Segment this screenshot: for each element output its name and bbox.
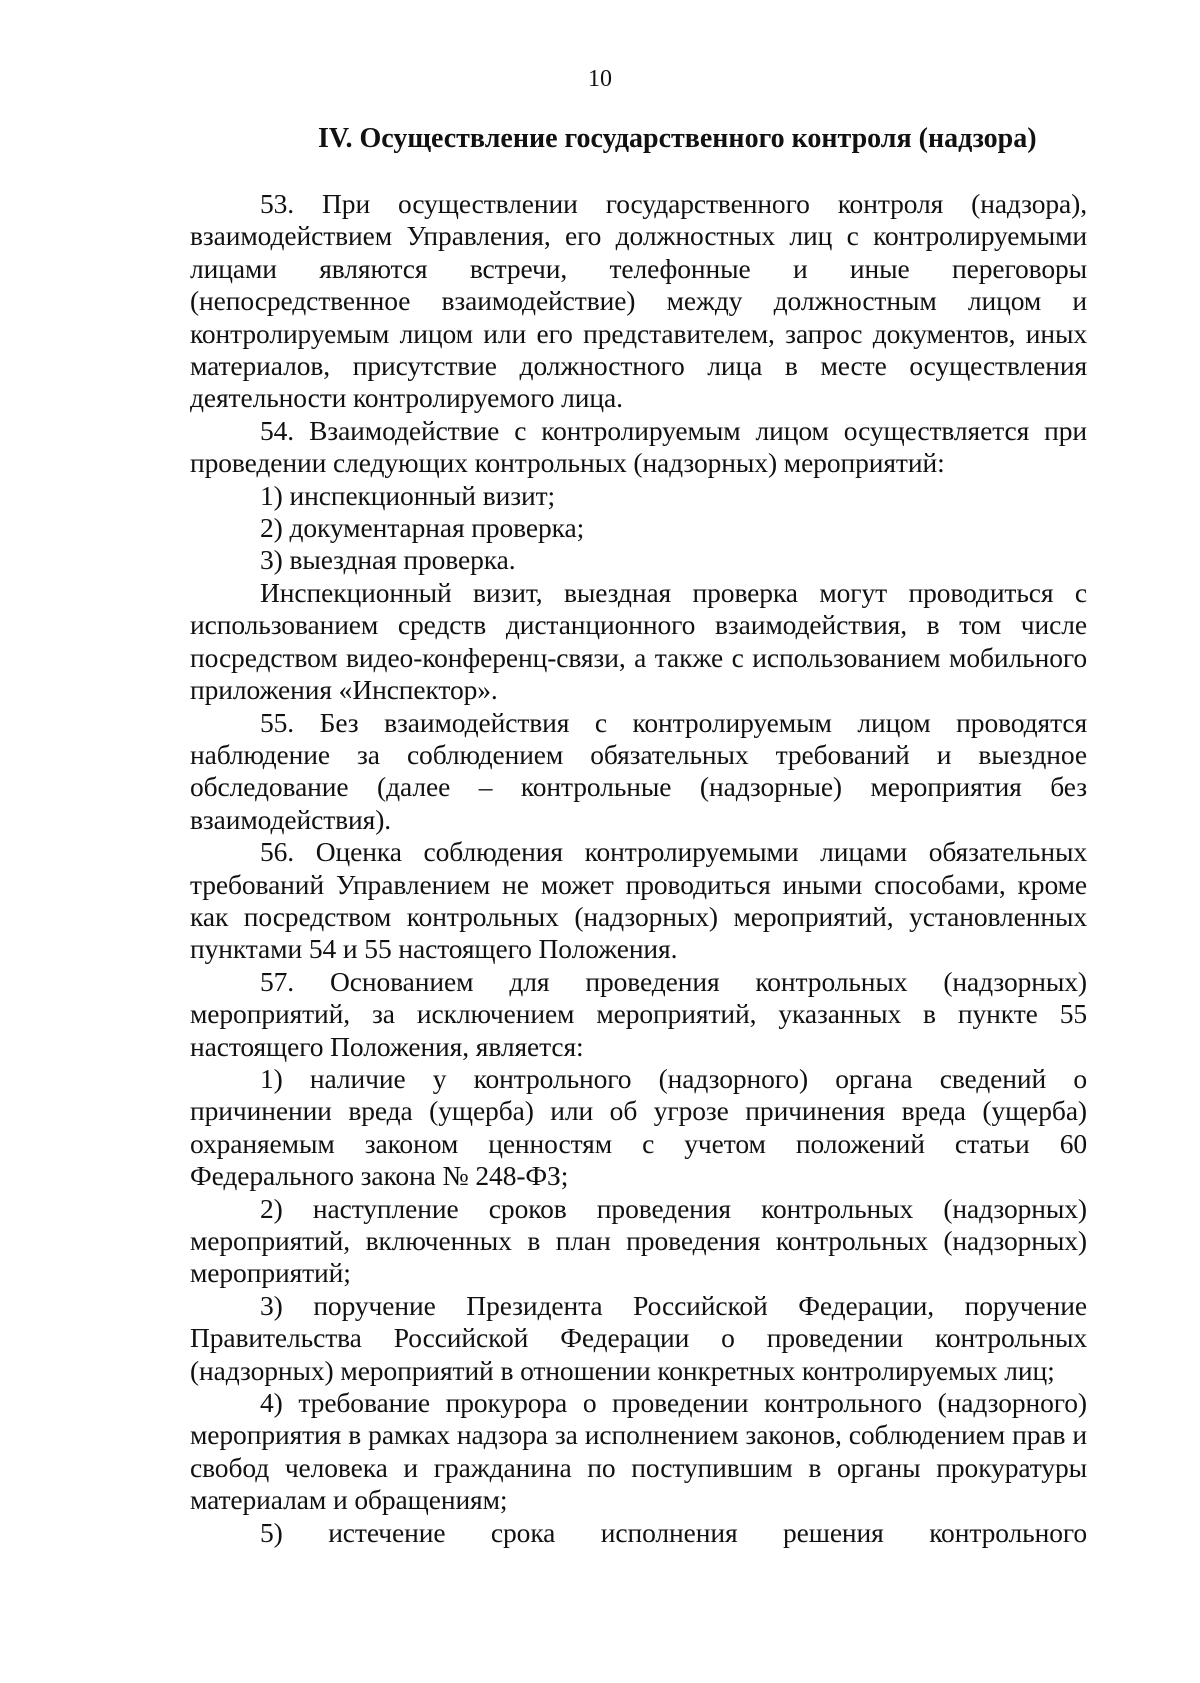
- section-title: IV. Осуществление государственного контроля (надзора): [318, 123, 1037, 154]
- list-item-57-3: 3) поручение Президента Российской Федерации, поручение Правительства Российской Федерации о проведении контрольных (надзорных) мероприятий в отношении конкретных контролируемых лиц;: [190, 1289, 1087, 1386]
- list-item-57-4: 4) требование прокурора о проведении контрольного (надзорного) мероприятия в рамках надзора за исполнением законов, соблюдением прав и свобод человека и гражданина по поступившим в органы прокуратуры материалам и обращениям;: [190, 1387, 1087, 1516]
- paragraph-54: 54. Взаимодействие с контролируемым лицом осуществляется при проведении следующих контрольных (надзорных) мероприятий:: [190, 414, 1087, 479]
- list-item-54-1: 1) инспекционный визит;: [260, 479, 556, 511]
- list-item-57-1: 1) наличие у контрольного (надзорного) органа сведений о причинении вреда (ущерба) или об угрозе причинения вреда (ущерба) охраняемым законом ценностям с учетом положений статьи 60 Федерального закона № 248-ФЗ;: [190, 1062, 1087, 1192]
- document-body: [190, 188, 1087, 1549]
- paragraph-56: 56. Оценка соблюдения контролируемыми лицами обязательных требований Управлением не может проводиться иными способами, кроме как посредством контрольных (надзорных) мероприятий, установленных пунктами 54 и 55 настоящего Положения.: [190, 836, 1087, 965]
- paragraph-53: 53. При осуществлении государственного контроля (надзора), взаимодействием Управления, его должностных лиц с контролируемыми лицами являются встречи, телефонные и иные переговоры (непосредственное взаимодействие) между должностным лицом и контролируемым лицом или его представителем, запрос документов, иных материалов, присутствие должностного лица в месте осуществления деятельности контролируемого лица.: [190, 188, 1087, 414]
- list-item-54-3: 3) выездная проверка.: [260, 544, 516, 576]
- list-item-54-2: 2) документарная проверка;: [260, 512, 585, 544]
- list-item-57-2: 2) наступление сроков проведения контрольных (надзорных) мероприятий, включенных в план проведения контрольных (надзорных) мероприятий;: [190, 1192, 1087, 1289]
- paragraph-54-note: Инспекционный визит, выездная проверка могут проводиться с использованием средств дистанционного взаимодействия, в том числе посредством видео-конференц-связи, а также с использованием мобильного приложения «Инспектор».: [190, 576, 1087, 706]
- list-item-57-5: 5) истечение срока исполнения решения контрольного: [260, 1516, 1087, 1548]
- paragraph-57: 57. Основанием для проведения контрольных (надзорных) мероприятий, за исключением мероприятий, указанных в пункте 55 настоящего Положения, является:: [190, 965, 1087, 1062]
- paragraph-55: 55. Без взаимодействия с контролируемым лицом проводятся наблюдение за соблюдением обязательных требований и выездное обследование (далее – контрольные (надзорные) мероприятия без взаимодействия).: [190, 706, 1087, 835]
- page-number: 10: [588, 66, 612, 92]
